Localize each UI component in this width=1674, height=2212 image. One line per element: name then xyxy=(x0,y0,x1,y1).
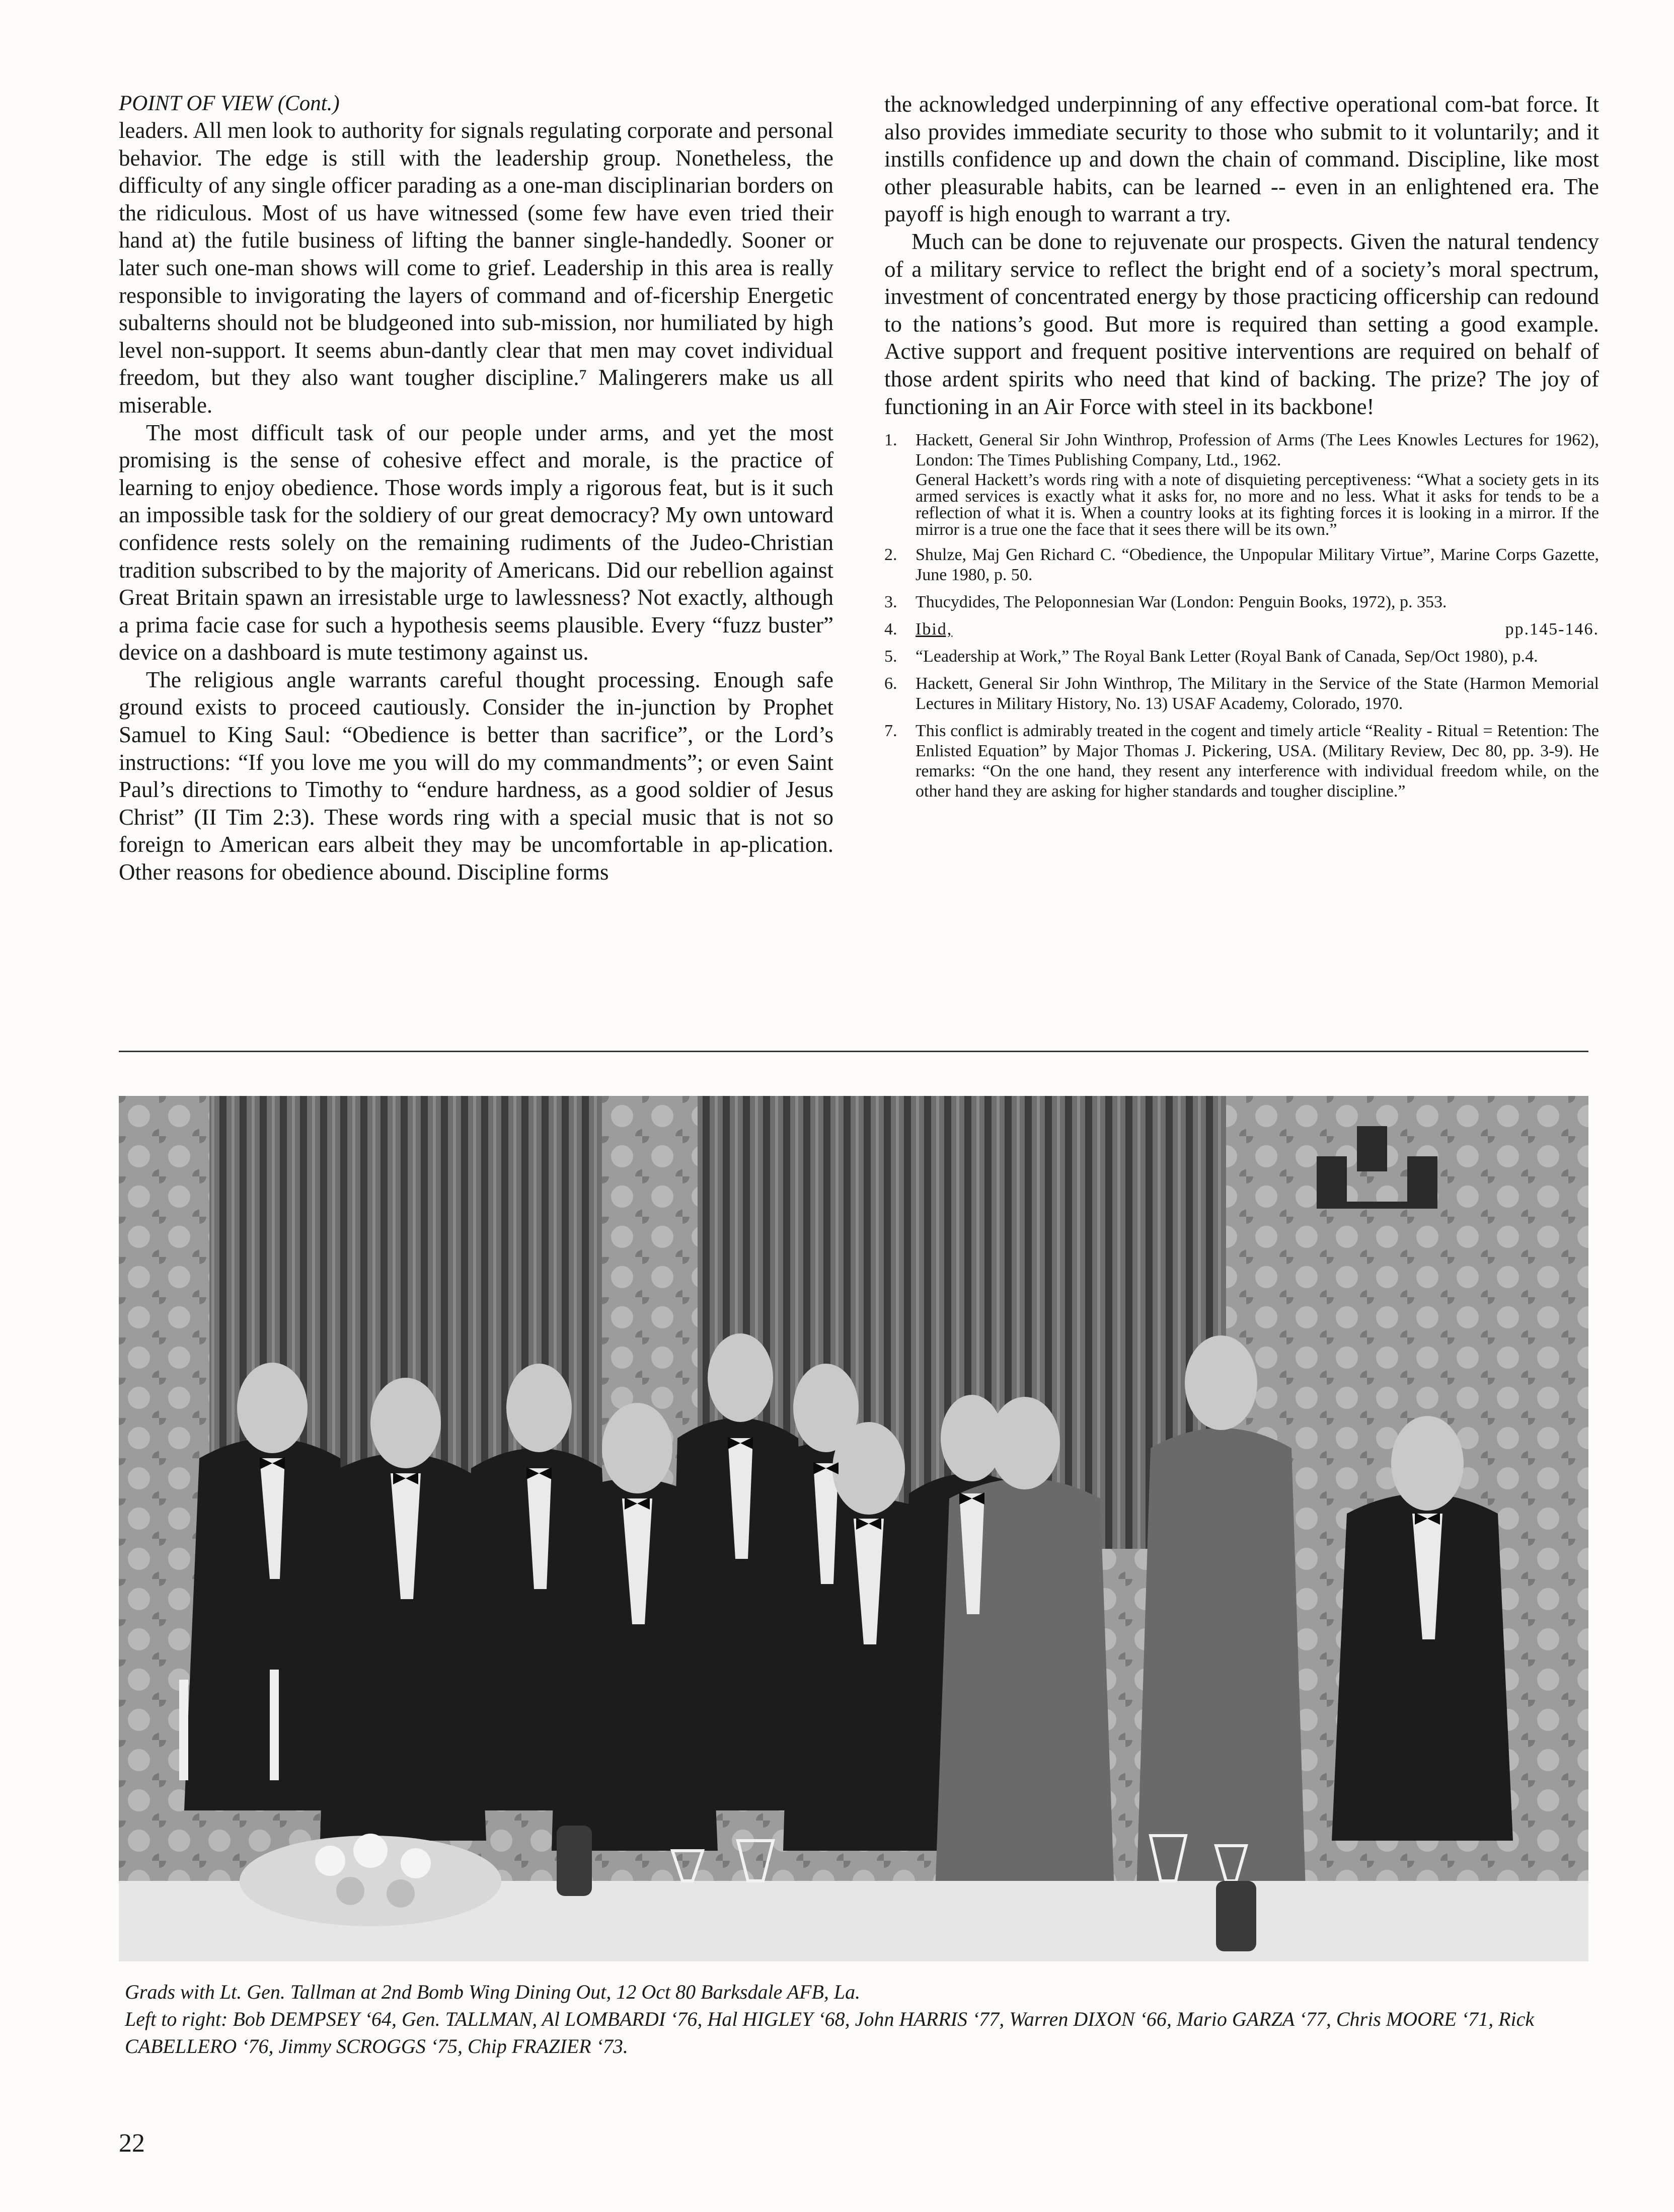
footnote-text: “Leadership at Work,” The Royal Bank Letter (Royal Bank of Canada, Sep/Oct 1980), p.4. xyxy=(916,647,1538,666)
footnote-text: This conflict is admirably treated in the cogent and timely article “Reality - Ritual = Retention: The Enlisted Equation” by Major Thomas J. Pickering, USA. (Military Review, Dec 80, pp. 3-9). He remarks: “On the one hand, they resent any interference with individual freedom while, on the other hand they are asking for higher standards and tougher discipline.” xyxy=(916,722,1599,801)
footnote-text: Hackett, General Sir John Winthrop, The Military in the Service of the State (Harmon Memorial Lectures in Military History, No. 13) USAF Academy, Colorado, 1970. xyxy=(916,674,1599,714)
group-photo xyxy=(119,1096,1588,1961)
body-paragraph: The religious angle warrants careful thought processing. Enough safe ground exists to proceed cautiously. Consider the in-junction by Prophet Samuel to King Saul: “Obedience is better than sacrifice”, or the Lord’s instructions: “If you love me you will do my commandments”; or even Saint Paul’s directions to Timothy to “endure hardness, as a good soldier of Jesus Christ” (II Tim 2:3). These words ring with a special music that is not so foreign to American ears albeit they may be uncomfortable in ap-plication. Other reasons for obedience abound. Discipline forms xyxy=(119,667,833,885)
photo-caption xyxy=(125,1979,1584,2060)
horizontal-divider xyxy=(119,1051,1588,1052)
footnote: 6. Hackett, General Sir John Winthrop, The Military in the Service of the State (Harmon Memorial Lectures in Military History, No. 13) USAF Academy, Colorado, 1970. xyxy=(884,674,1599,714)
footnote-pages: pp.145-146. xyxy=(1505,620,1599,639)
caption-names: Left to right: Bob DEMPSEY ‘64, Gen. TALLMAN, Al LOMBARDI ‘76, Hal HIGLEY ‘68, John HARRIS ‘77, Warren DIXON ‘66, Mario GARZA ‘77, Chris MOORE ‘71, Rick CABELLERO ‘76, Jimmy SCROGGS ‘75, Chip FRAZIER ‘73. xyxy=(125,2008,1535,2058)
footnote: 2. Shulze, Maj Gen Richard C. “Obedience, the Unpopular Military Virtue”, Marine Corps Gazette, June 1980, p. 50. xyxy=(884,545,1599,585)
footnote: 7. This conflict is admirably treated in the cogent and timely article “Reality - Ritual = Retention: The Enlisted Equation” by Major Thomas J. Pickering, USA. (Military Review, Dec 80, pp. 3-9). He remarks: “On the one hand, they resent any interference with individual freedom while, on the other hand they are asking for higher standards and tougher discipline.” xyxy=(884,722,1599,801)
right-column xyxy=(884,91,1599,809)
body-paragraph: Much can be done to rejuvenate our prospects. Given the natural tendency of a military service to reflect the bright end of a society’s moral spectrum, investment of concentrated energy by those practicing officership can redound to the nations’s good. But more is required than setting a good example. Active support and frequent positive interventions are required on behalf of those ardent spirits who need that kind of backing. The prize? The joy of functioning in an Air Force with steel in its backbone! xyxy=(884,228,1599,419)
footnote: 5. “Leadership at Work,” The Royal Bank Letter (Royal Bank of Canada, Sep/Oct 1980), p.4. xyxy=(884,647,1538,666)
footnote: 1. Hackett, General Sir John Winthrop, Profession of Arms (The Lees Knowles Lectures for 1962), London: The Times Publishing Company, Ltd., 1962. General Hackett’s words ring with a note of disquieting perceptiveness: “What a society gets in its armed services is exactly what it asks for, no more and no less. What it asks for tends to be a reflection of what it is. When a country looks at its fighting forces it is looking in a mirror. If the mirror is a true one the face that it sees there will be its own.” xyxy=(884,431,1599,539)
footnote-text: Ibid, xyxy=(916,620,953,639)
left-column xyxy=(119,91,833,886)
footnote-text: Hackett, General Sir John Winthrop, Profession of Arms (The Lees Knowles Lectures for 1962), London: The Times Publishing Company, Ltd., 1962. xyxy=(916,431,1599,470)
footnote-text: Shulze, Maj Gen Richard C. “Obedience, the Unpopular Military Virtue”, Marine Corps Gazette, June 1980, p. 50. xyxy=(916,545,1599,585)
footnote-list xyxy=(884,430,1599,802)
footnote-note: General Hackett’s words ring with a note of disquieting perceptiveness: “What a society gets in its armed services is exactly what it asks for, no more and no less. What it asks for tends to be a reflection of what it is. When a country looks at its fighting forces it is looking in a mirror. If the mirror is a true one the face that it sees there will be its own.” xyxy=(916,470,1599,539)
continuation-heading: POINT OF VIEW (Cont.) xyxy=(119,92,340,115)
footnote: 4. Ibid, pp.145-146. xyxy=(884,620,1599,639)
caption-title: Grads with Lt. Gen. Tallman at 2nd Bomb Wing Dining Out, 12 Oct 80 Barksdale AFB, La. xyxy=(125,1981,861,2003)
body-paragraph: leaders. All men look to authority for signals regulating corporate and personal behavior. The edge is still with the leadership group. Nonetheless, the difficulty of any single officer parading as a one-man disciplinarian borders on the ridiculous. Most of us have witnessed (some few have even tried their hand at) the futile business of lifting the banner single-handedly. Sooner or later such one-man shows will come to grief. Leadership in this area is really responsible to invigorating the layers of command and of-ficership Energetic subalterns should not be bludgeoned into sub-mission, nor humiliated by high level non-support. It seems abun-dantly clear that men may covet individual freedom, but they also want tougher discipline.⁷ Malingerers make us all miserable. xyxy=(119,118,833,418)
footnote-text: Thucydides, The Peloponnesian War (London: Penguin Books, 1972), p. 353. xyxy=(916,593,1447,612)
body-paragraph: The most difficult task of our people under arms, and yet the most promising is the sense of cohesive effect and morale, is the practice of learning to enjoy obedience. Those words imply a rigorous feat, but is it such an impossible task for the soldiery of our great democracy? My own untoward confidence rests solely on the remaining rudiments of the Judeo-Christian tradition subscribed to by the majority of Americans. Did our rebellion against Great Britain spawn an irresistable urge to lawlessness? Not exactly, although a prima facie case for such a hypothesis seems plausible. Every “fuzz buster” device on a dashboard is mute testimony against us. xyxy=(119,420,833,665)
body-paragraph: the acknowledged underpinning of any effective operational com-bat force. It also provides immediate security to those who submit to it voluntarily; and it instills confidence up and down the chain of command. Discipline, like most other pleasurable habits, can be learned -- even in an enlightened era. The payoff is high enough to warrant a try. xyxy=(884,92,1599,227)
footnote: 3. Thucydides, The Peloponnesian War (London: Penguin Books, 1972), p. 353. xyxy=(884,593,1447,612)
page-number: 22 xyxy=(119,2129,145,2158)
